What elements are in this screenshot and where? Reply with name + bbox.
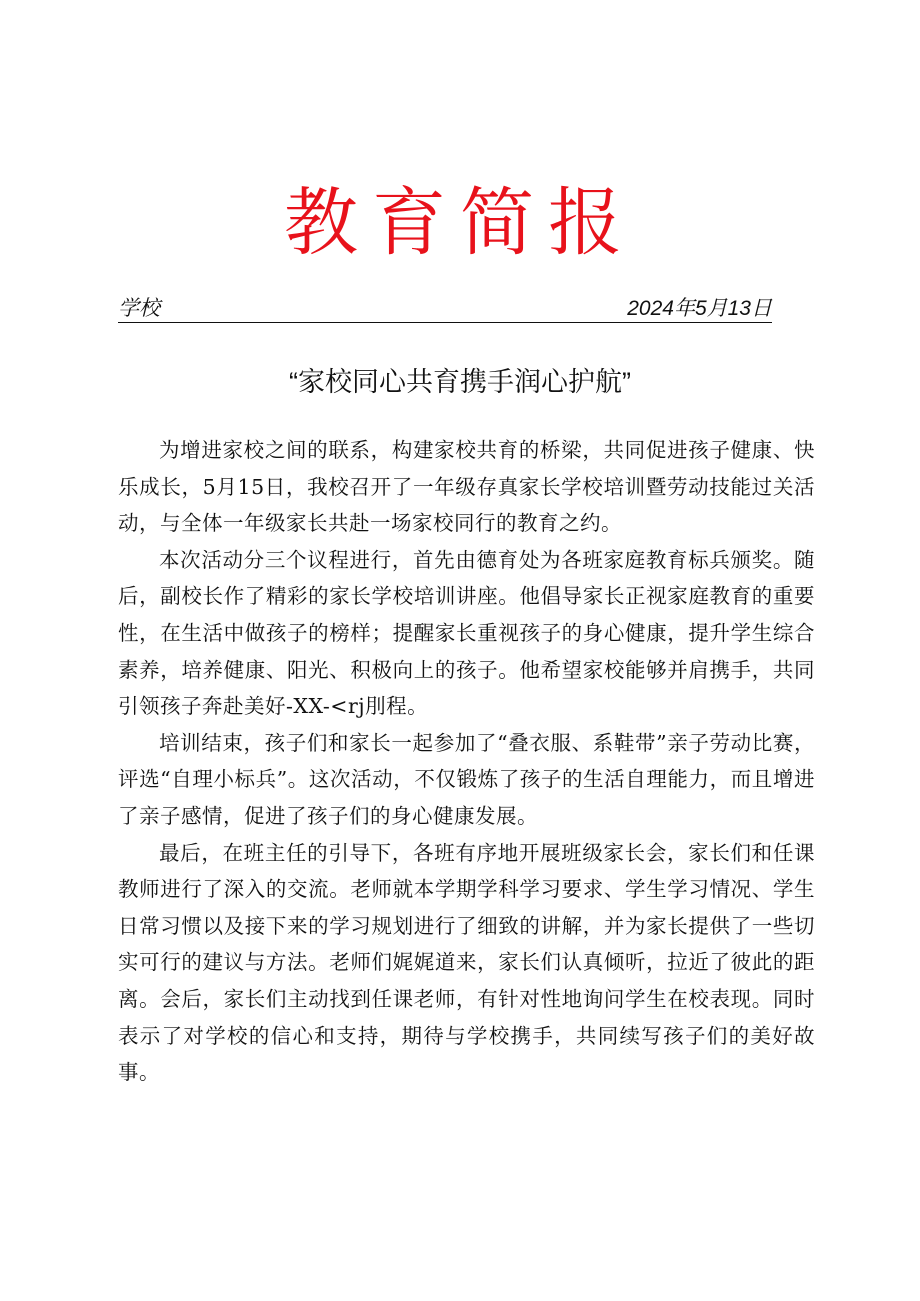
school-name: 学校 <box>118 297 160 320</box>
article-paragraph-2: 本次活动分三个议程进行，首先由德育处为各班家庭教育标兵颁奖。随后，副校长作了精彩的家长学校培训讲座。他倡导家长正视家庭教育的重要性，在生活中做孩子的榜样；提醒家长重视孩子的身心健康，提升学生综合素养，培养健康、阳光、积极向上的孩子。他希望家校能够并肩携手，共同引领孩子奔赴美好-XX-<rj刖程。 <box>118 547 815 719</box>
article-headline: “家校同心共育携手润心护航” <box>289 367 631 397</box>
newsletter-masthead-title: 教育简报 <box>284 180 636 266</box>
issue-date: 2024年5月13日 <box>627 297 772 320</box>
article-body <box>118 432 815 1091</box>
article-paragraph-1: 为增进家校之间的联系，构建家校共育的桥梁，共同促进孩子健康、快乐成长，5月15日，我校召开了一年级存真家长学校培训暨劳动技能过关活动，与全体一年级家长共赴一场家校同行的教育之约。 <box>118 438 815 536</box>
article-paragraph-4: 最后，在班主任的引导下，各班有序地开展班级家长会，家长们和任课教师进行了深入的交流。老师就本学期学科学习要求、学生学习情况、学生日常习惯以及接下来的学习规划进行了细致的讲解，并为家长提供了一些切实可行的建议与方法。老师们娓娓道来，家长们认真倾听，拉近了彼此的距离。会后，家长们主动找到任课老师，有针对性地询问学生在校表现。同时表示了对学校的信心和支持，期待与学校携手，共同续写孩子们的美好故事。 <box>118 840 815 1085</box>
dateline <box>118 296 772 323</box>
article-paragraph-3: 培训结束，孩子们和家长一起参加了“叠衣服、系鞋带”亲子劳动比赛，评选“自理小标兵”。这次活动，不仅锻炼了孩子的生活自理能力，而且增进了亲子感情，促进了孩子们的身心健康发展。 <box>118 730 815 828</box>
